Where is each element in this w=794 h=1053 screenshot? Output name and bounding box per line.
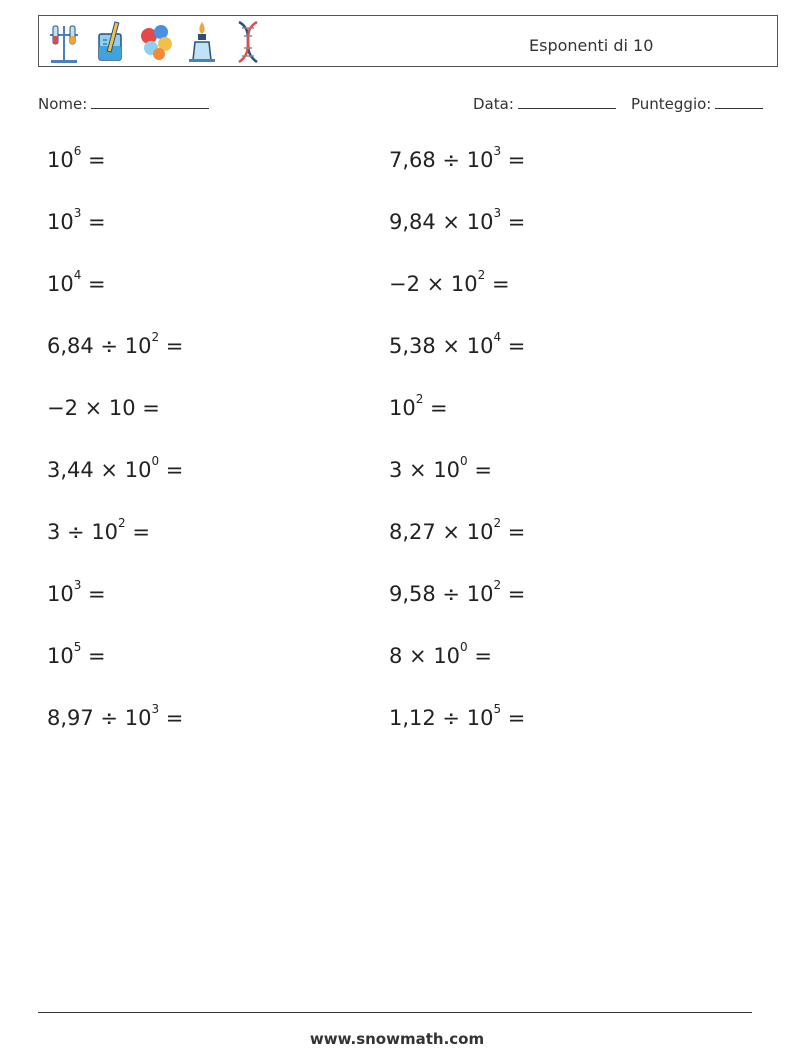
problem-suffix: = [501, 334, 526, 358]
problem-prefix: −2 × 10 = [47, 396, 160, 420]
header-icons [45, 20, 267, 64]
problem-exponent: 0 [151, 454, 160, 468]
problem-item [389, 640, 492, 668]
molecule-icon [137, 20, 175, 64]
problem-suffix: = [501, 706, 526, 730]
problem-base: 10 [466, 582, 494, 606]
worksheet-header [38, 15, 778, 67]
problem-prefix: 8,27 × [389, 520, 467, 544]
name-label: Nome: [38, 95, 88, 113]
problem-item [389, 268, 510, 296]
problem-exponent: 5 [493, 702, 502, 716]
problem-exponent: 5 [73, 640, 82, 654]
problem-base: 10 [47, 582, 74, 606]
problem-prefix: 3,44 × [47, 458, 125, 482]
problem-exponent: 2 [415, 392, 424, 406]
problem-suffix: = [501, 148, 526, 172]
problem-item [47, 144, 106, 172]
date-label: Data: [473, 95, 514, 113]
problem-item [389, 144, 526, 172]
problem-suffix: = [485, 272, 510, 296]
problem-exponent: 0 [460, 454, 468, 468]
problem-exponent: 3 [151, 702, 160, 716]
problem-exponent: 2 [477, 268, 486, 282]
problem-item [389, 702, 526, 730]
problem-exponent: 4 [493, 330, 502, 344]
problem-exponent: 3 [493, 144, 502, 158]
problem-item [47, 268, 106, 296]
problem-item [389, 330, 526, 358]
problem-base: 10 [466, 210, 494, 234]
problem-exponent: 3 [73, 578, 82, 592]
problem-item [47, 702, 184, 730]
problem-prefix: 3 ÷ [47, 520, 92, 544]
problem-base: 10 [389, 396, 416, 420]
problem-prefix: 9,58 ÷ [389, 582, 467, 606]
problem-exponent: 3 [493, 206, 502, 220]
problem-base: 10 [124, 458, 152, 482]
problem-suffix: = [501, 210, 526, 234]
problem-suffix: = [81, 272, 106, 296]
problem-exponent: 3 [73, 206, 82, 220]
problem-exponent: 2 [151, 330, 160, 344]
problem-exponent: 2 [493, 516, 502, 530]
problem-base: 10 [47, 644, 74, 668]
problem-prefix: −2 × [389, 272, 451, 296]
name-blank[interactable] [91, 94, 209, 109]
problem-base: 10 [433, 644, 461, 668]
problem-base: 10 [124, 706, 152, 730]
problem-base: 10 [124, 334, 152, 358]
problem-prefix: 7,68 ÷ [389, 148, 467, 172]
problem-suffix: = [159, 334, 184, 358]
problem-prefix: 5,38 × [389, 334, 467, 358]
problem-item [389, 206, 526, 234]
problem-prefix: 6,84 ÷ [47, 334, 125, 358]
problem-item [389, 516, 526, 544]
problem-prefix: 8 × [389, 644, 434, 668]
problem-base: 10 [47, 272, 74, 296]
problem-item [47, 640, 106, 668]
problem-base: 10 [47, 148, 74, 172]
test-tubes-icon [45, 20, 83, 64]
name-field [38, 94, 209, 113]
problem-prefix: 9,84 × [389, 210, 467, 234]
problem-item [389, 454, 492, 482]
score-label: Punteggio: [631, 95, 712, 113]
problem-item [47, 578, 106, 606]
problem-base: 10 [466, 520, 494, 544]
problem-suffix: = [159, 706, 184, 730]
problem-suffix: = [125, 520, 150, 544]
score-field [631, 94, 763, 113]
date-blank[interactable] [518, 94, 616, 109]
problem-suffix: = [467, 458, 492, 482]
dna-icon [229, 20, 267, 64]
problem-exponent: 2 [493, 578, 502, 592]
footer-divider [38, 1012, 752, 1013]
problem-suffix: = [81, 148, 106, 172]
problem-exponent: 0 [460, 640, 468, 654]
problem-item [47, 516, 150, 544]
problem-base: 10 [47, 210, 74, 234]
problem-item [389, 578, 526, 606]
problem-base: 10 [466, 334, 494, 358]
problem-prefix: 8,97 ÷ [47, 706, 125, 730]
problem-suffix: = [423, 396, 448, 420]
problem-exponent: 2 [118, 516, 126, 530]
problem-base: 10 [450, 272, 478, 296]
problem-suffix: = [81, 210, 106, 234]
problem-base: 10 [466, 706, 494, 730]
problem-item [47, 206, 106, 234]
problem-suffix: = [81, 582, 106, 606]
bunsen-burner-icon [183, 20, 221, 64]
problem-suffix: = [501, 520, 526, 544]
problem-suffix: = [81, 644, 106, 668]
problem-base: 10 [91, 520, 119, 544]
problem-suffix: = [501, 582, 526, 606]
problem-item [47, 396, 160, 420]
problem-prefix: 3 × [389, 458, 434, 482]
date-field [473, 94, 616, 113]
problem-base: 10 [433, 458, 461, 482]
problem-exponent: 4 [73, 268, 82, 282]
problem-item [389, 392, 448, 420]
problem-base: 10 [466, 148, 494, 172]
worksheet-title: Esponenti di 10 [529, 36, 654, 55]
problem-item [47, 330, 184, 358]
problem-item [47, 454, 184, 482]
score-blank[interactable] [715, 94, 763, 109]
problem-exponent: 6 [73, 144, 82, 158]
footer-url: www.snowmath.com [309, 1030, 485, 1048]
problem-suffix: = [467, 644, 492, 668]
beaker-icon [91, 20, 129, 64]
problem-prefix: 1,12 ÷ [389, 706, 467, 730]
problem-suffix: = [159, 458, 184, 482]
